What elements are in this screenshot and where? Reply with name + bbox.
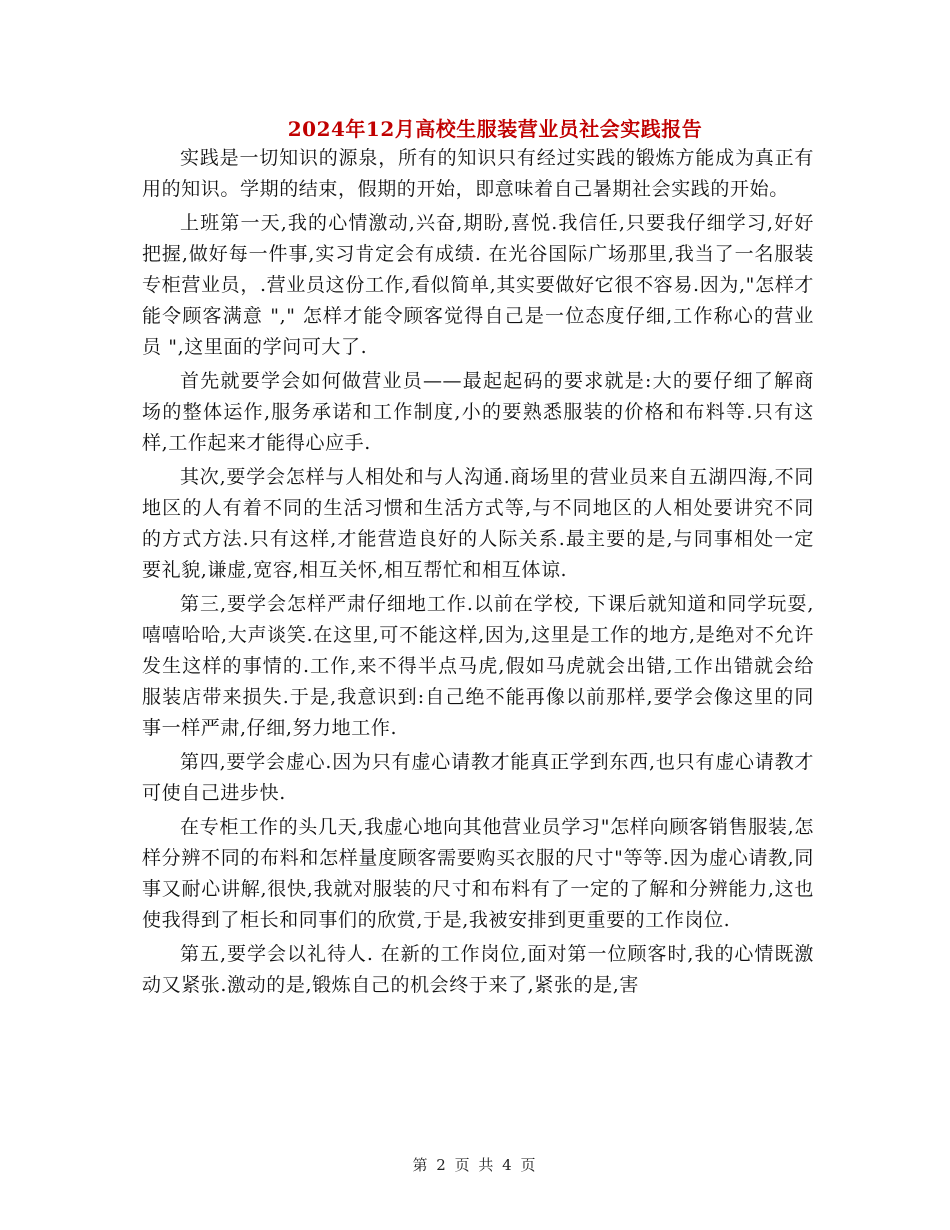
paragraph-8: 第五,要学会以礼待人. 在新的工作岗位,面对第一位顾客时,我的心情既激动又紧张.激动的是,锻炼自己的机会终于来了,紧张的是,害 <box>142 943 814 996</box>
paragraph-5: 第三,要学会怎样严肃仔细地工作.以前在学校, 下课后就知道和同学玩耍,嘻嘻哈哈,大声谈笑.在这里,可不能这样,因为,这里是工作的地方,是绝对不允许发生这样的事情的.工作,来不得半点马虎,假如马虎就会出错,工作出错就会给服装店带来损失.于是,我意识到:自己绝不能再像以前那样,要学会像这里的同事一样严肃,仔细,努力地工作. <box>142 593 814 739</box>
document-body <box>142 143 814 1001</box>
paragraph-3: 首先就要学会如何做营业员——最起起码的要求就是:大的要仔细了解商场的整体运作,服务承诺和工作制度,小的要熟悉服装的价格和布料等.只有这样,工作起来才能得心应手. <box>142 370 814 454</box>
paragraph-6: 第四,要学会虚心.因为只有虚心请教才能真正学到东西,也只有虚心请教才可使自己进步快. <box>142 751 814 804</box>
paragraph-1: 实践是一切知识的源泉，所有的知识只有经过实践的锻炼方能成为真正有用的知识。学期的结束，假期的开始，即意味着自己暑期社会实践的开始。 <box>142 147 814 200</box>
paragraph-4: 其次,要学会怎样与人相处和与人沟通.商场里的营业员来自五湖四海,不同地区的人有着不同的生活习惯和生活方式等,与不同地区的人相处要讲究不同的方式方法.只有这样,才能营造良好的人际关系.最主要的是,与同事相处一定要礼貌,谦虚,宽容,相互关怀,相互帮忙和相互体谅. <box>142 466 814 581</box>
document-title: 2024年12月高校生服装营业员社会实践报告 <box>287 117 703 141</box>
page-footer: 第 2 页 共 4 页 <box>412 1156 538 1174</box>
paragraph-7: 在专柜工作的头几天,我虚心地向其他营业员学习"怎样向顾客销售服装,怎样分辨不同的布料和怎样量度顾客需要购买衣服的尺寸"等等.因为虚心请教,同事又耐心讲解,很快,我就对服装的尺寸和布料有了一定的了解和分辨能力,这也使我得到了柜长和同事们的欣赏,于是,我被安排到更重要的工作岗位. <box>142 816 814 931</box>
paragraph-2: 上班第一天,我的心情激动,兴奋,期盼,喜悦.我信任,只要我仔细学习,好好把握,做好每一件事,实习肯定会有成绩. 在光谷国际广场那里,我当了一名服装专柜营业员，.营业员这份工作,看似简单,其实要做好它很不容易.因为,"怎样才能令顾客满意 "," 怎样才能令顾客觉得自己是一位态度仔细,工作称心的营业员 ",这里面的学问可大了. <box>142 212 814 358</box>
